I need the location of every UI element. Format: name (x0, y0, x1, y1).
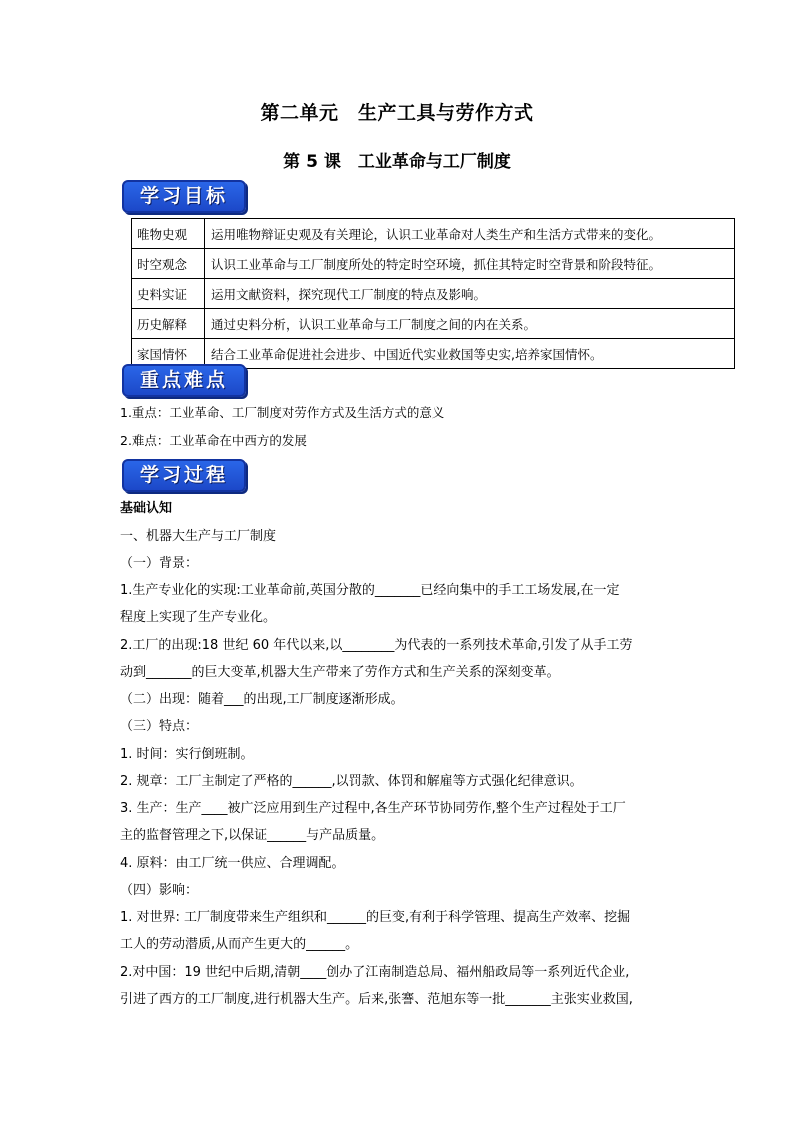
table-cell-value: 结合工业革命促进社会进步、中国近代实业救国等史实,培养家国情怀。 (205, 339, 735, 369)
table-cell-value: 认识工业革命与工厂制度所处的特定时空环境，抓住其特定时空背景和阶段特征。 (205, 249, 735, 279)
key-points-badge (122, 364, 246, 397)
objectives-table (131, 218, 735, 369)
table-cell-key: 家国情怀 (132, 339, 205, 369)
impact-2-line-1: 2.对中国：19 世纪中后期,清朝____创办了江南制造总局、福州船政局等一系列近代企业, (120, 965, 630, 980)
key-points-badge-label: 重点难点 (139, 369, 228, 391)
table-cell-value: 运用文献资料，探究现代工厂制度的特点及影响。 (205, 279, 735, 309)
table-cell-key: 时空观念 (132, 249, 205, 279)
table-cell-value: 运用唯物辩证史观及有关理论，认识工业革命对人类生产和生活方式带来的变化。 (205, 219, 735, 249)
process-badge (122, 459, 246, 492)
impact-1-line-1: 1. 对世界: 工厂制度带来生产组织和______的巨变,有利于科学管理、提高生产效率、挖掘 (120, 910, 631, 925)
objectives-badge (122, 180, 246, 213)
feature-3-line-1: 3. 生产：生产____被广泛应用到生产过程中,各生产环节协同劳作,整个生产过程处于工厂 (120, 801, 626, 816)
lesson-title: 第 5 课 工业革命与工厂制度 (283, 152, 511, 172)
section-basics-heading: 基础认知 (120, 501, 173, 516)
process-badge-label: 学习过程 (139, 464, 228, 486)
table-row (132, 249, 735, 279)
section-1-heading: 一、机器大生产与工厂制度 (120, 529, 277, 544)
impact-heading: （四）影响： (120, 883, 199, 898)
background-item-1-line-1: 1.生产专业化的实现:工业革命前,英国分散的_______已经向集中的手工工场发展,在一定 (120, 583, 620, 598)
objectives-badge-label: 学习目标 (139, 185, 228, 207)
impact-2-line-2: 引进了西方的工厂制度,进行机器大生产。后来,张謇、范旭东等一批_______主张实业救国, (120, 992, 633, 1007)
feature-3-line-2: 主的监督管理之下,以保证______与产品质量。 (120, 828, 385, 843)
table-cell-key: 史料实证 (132, 279, 205, 309)
table-cell-key: 唯物史观 (132, 219, 205, 249)
table-row (132, 219, 735, 249)
background-heading: （一）背景： (120, 556, 199, 571)
background-item-1-line-2: 程度上实现了生产专业化。 (120, 610, 277, 625)
impact-1-line-2: 工人的劳动潜质,从而产生更大的______。 (120, 937, 359, 952)
key-point-2: 2.难点：工业革命在中西方的发展 (120, 433, 307, 448)
unit-title: 第二单元 生产工具与劳作方式 (260, 102, 534, 124)
table-row (132, 279, 735, 309)
background-item-2-line-2: 动到_______的巨大变革,机器大生产带来了劳作方式和生产关系的深刻变革。 (120, 665, 560, 680)
table-cell-key: 历史解释 (132, 309, 205, 339)
background-item-2-line-1: 2.工厂的出现:18 世纪 60 年代以来,以________为代表的一系列技术革命,引发了从手工劳 (120, 638, 633, 653)
feature-1: 1. 时间：实行倒班制。 (120, 747, 254, 762)
table-row (132, 309, 735, 339)
key-point-1: 1.重点：工业革命、工厂制度对劳作方式及生活方式的意义 (120, 405, 445, 420)
feature-2: 2. 规章：工厂主制定了严格的______,以罚款、体罚和解雇等方式强化纪律意识。 (120, 774, 583, 789)
features-heading: （三）特点： (120, 719, 199, 734)
feature-4: 4. 原料：由工厂统一供应、合理调配。 (120, 856, 345, 871)
table-cell-value: 通过史料分析，认识工业革命与工厂制度之间的内在关系。 (205, 309, 735, 339)
appearance-line: （二）出现：随着___的出现,工厂制度逐渐形成。 (120, 692, 404, 707)
